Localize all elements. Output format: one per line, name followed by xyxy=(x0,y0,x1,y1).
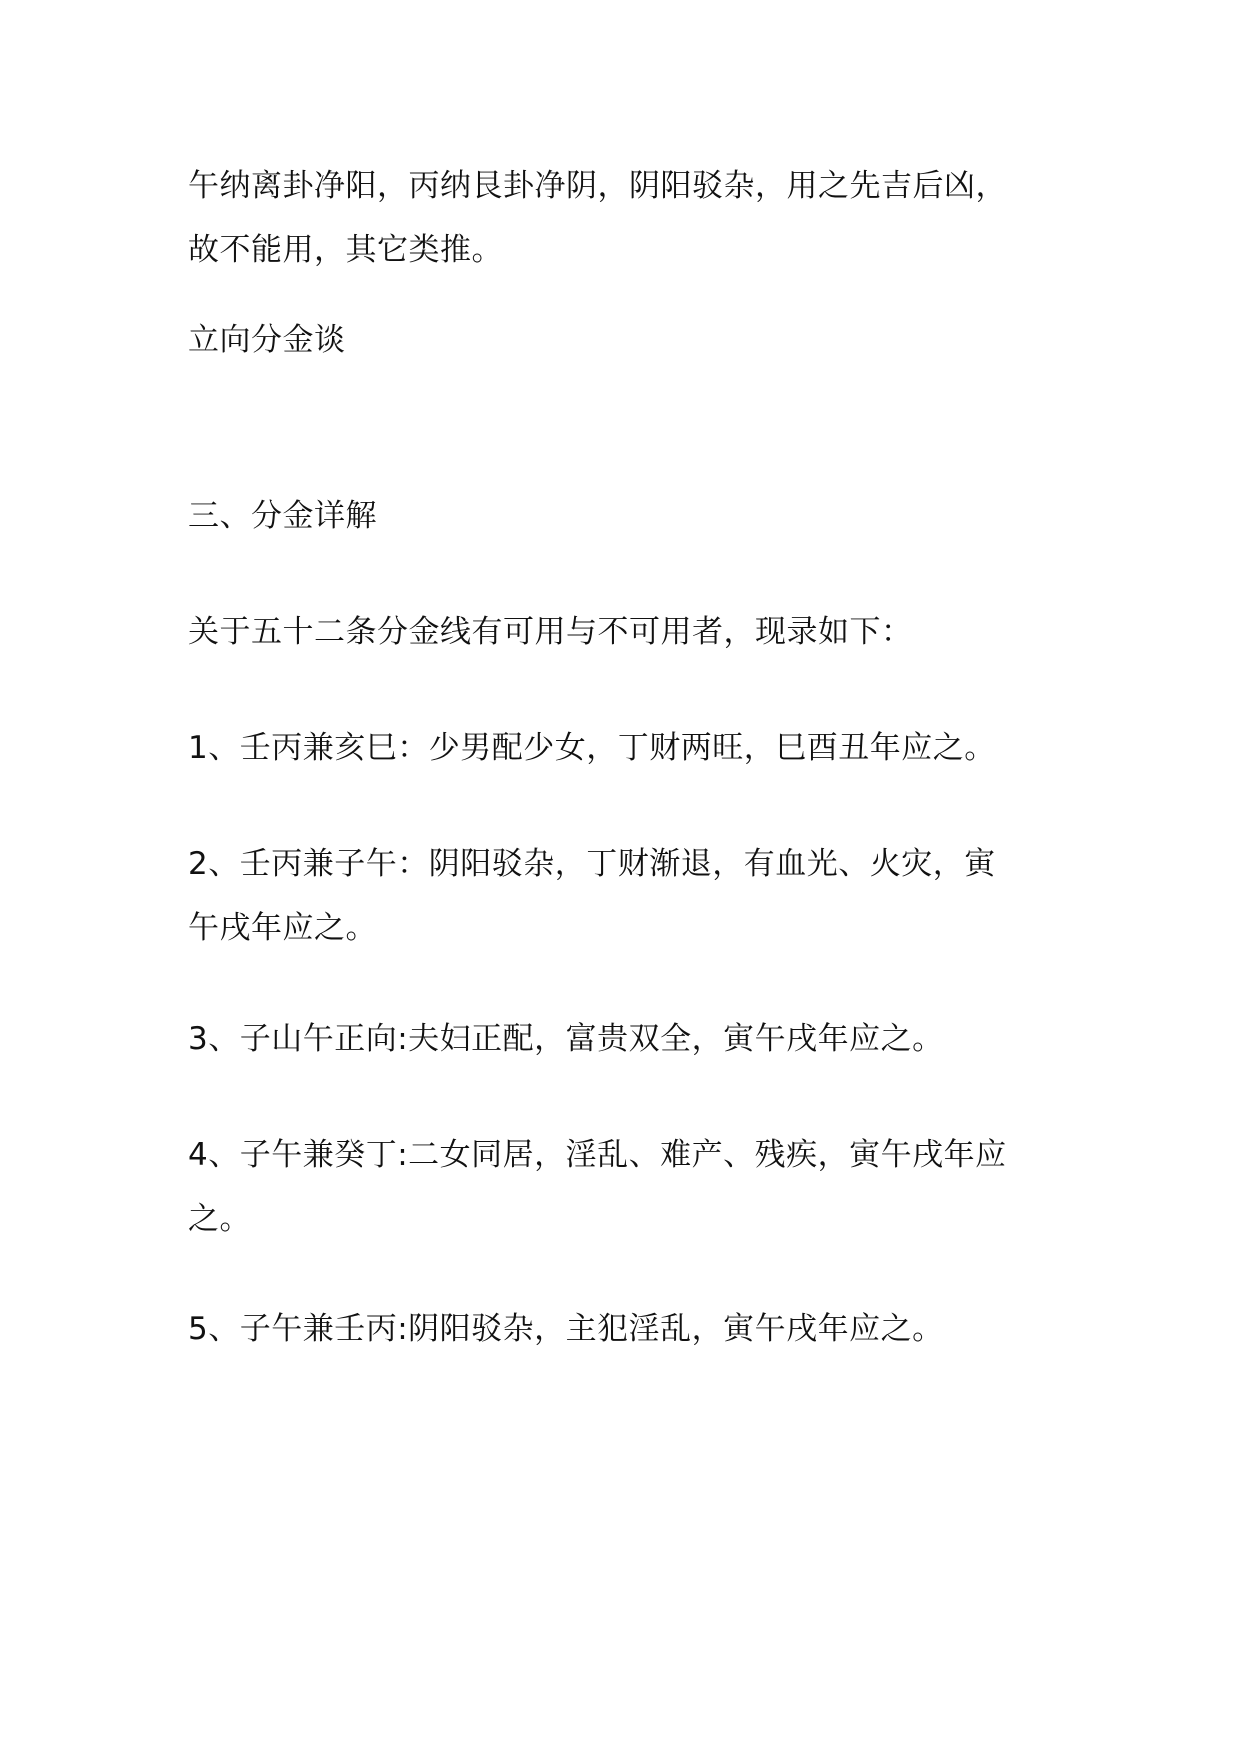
section-heading-fenjin xyxy=(188,484,1058,548)
text-line: 之。 xyxy=(188,1201,251,1237)
text-line: 午纳离卦净阳，丙纳艮卦净阴，阴阳驳杂，用之先吉后凶， xyxy=(188,168,1007,204)
text-line: 立向分金谈 xyxy=(188,322,346,358)
list-item-2 xyxy=(188,832,1058,960)
paragraph-lead xyxy=(188,600,1058,664)
text-line: 1、壬丙兼亥巳：少男配少女，丁财两旺，巳酉丑年应之。 xyxy=(188,730,996,766)
list-item-3 xyxy=(188,1007,1058,1071)
text-line: 5、子午兼壬丙:阴阳驳杂，主犯淫乱，寅午戌年应之。 xyxy=(188,1311,944,1347)
text-line: 3、子山午正向:夫妇正配，富贵双全，寅午戌年应之。 xyxy=(188,1021,944,1057)
text-line: 故不能用，其它类推。 xyxy=(188,232,503,268)
list-item-4 xyxy=(188,1123,1058,1251)
list-item-5 xyxy=(188,1297,1058,1361)
text-line: 2、壬丙兼子午：阴阳驳杂，丁财渐退，有血光、火灾，寅 xyxy=(188,846,996,882)
text-line: 午戌年应之。 xyxy=(188,910,377,946)
list-item-1 xyxy=(188,716,1058,780)
text-line: 三、分金详解 xyxy=(188,498,377,534)
text-line: 4、子午兼癸丁:二女同居，淫乱、难产、残疾，寅午戌年应 xyxy=(188,1137,1007,1173)
section-heading-lixiang xyxy=(188,308,1058,372)
paragraph-intro xyxy=(188,154,1058,282)
text-line: 关于五十二条分金线有可用与不可用者，现录如下： xyxy=(188,614,913,650)
